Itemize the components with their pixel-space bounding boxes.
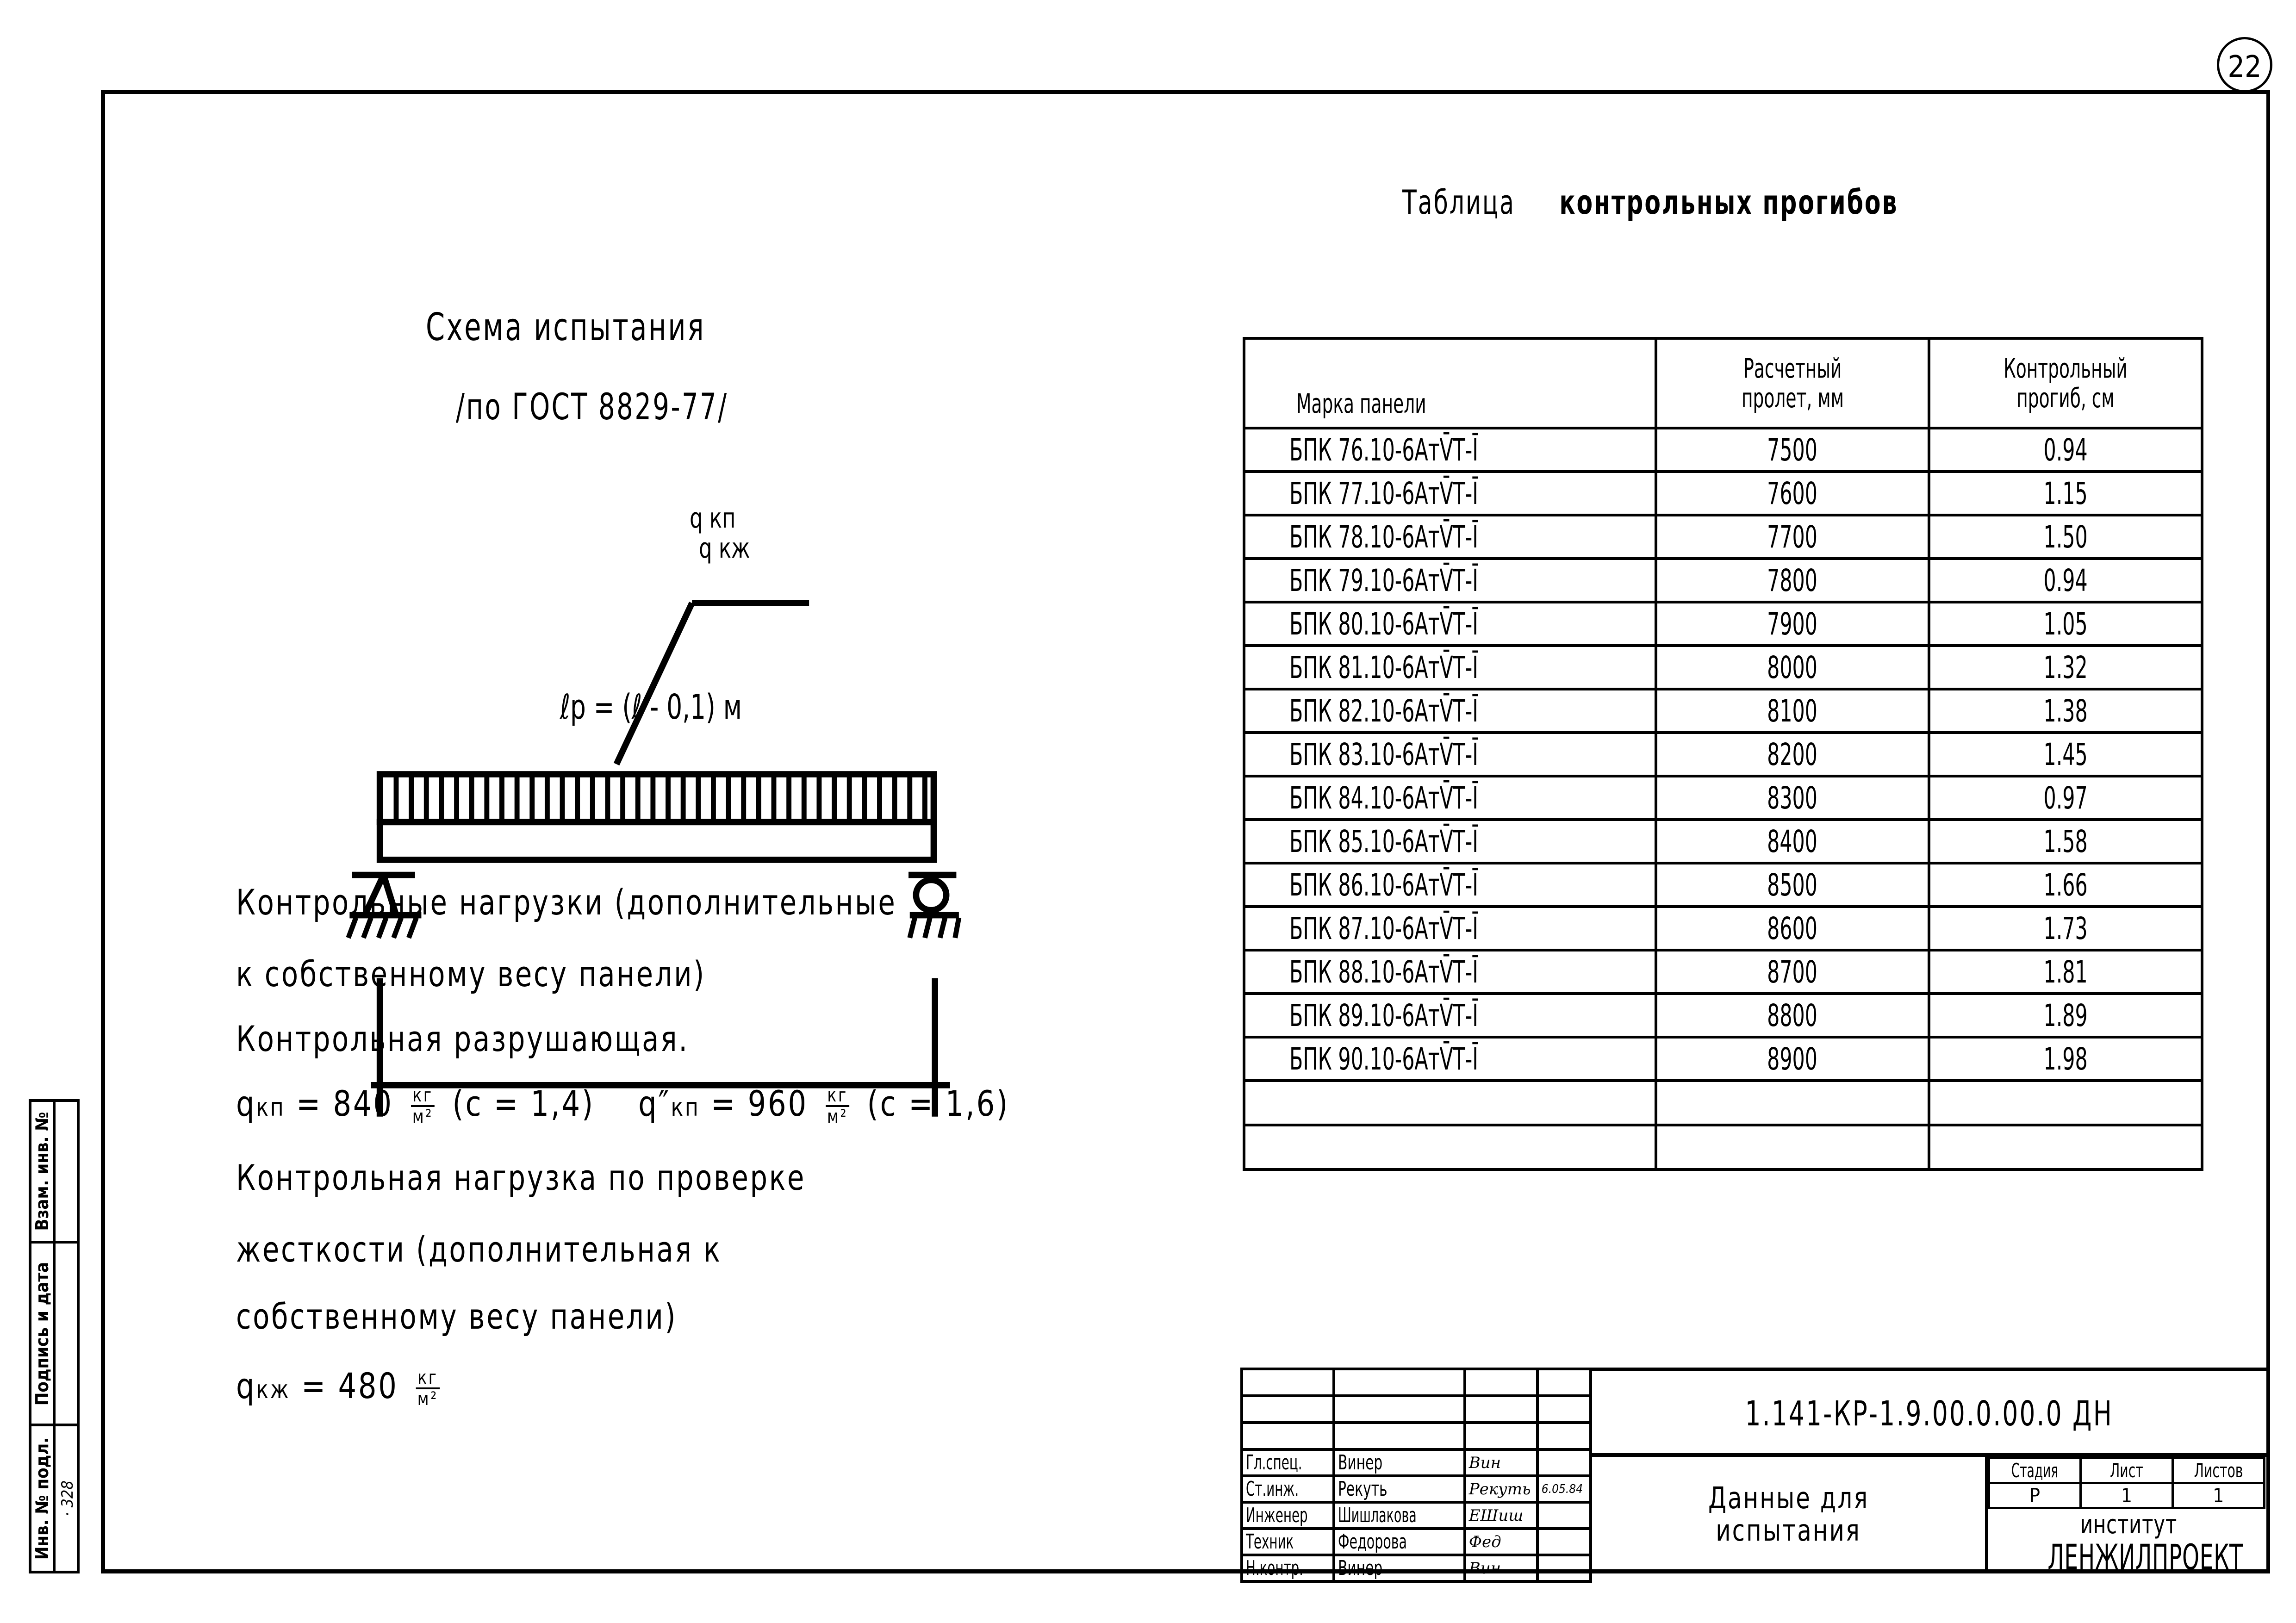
cell-span: 8100 (1656, 689, 1929, 733)
cell-deflection: 1.38 (1929, 689, 2202, 733)
unit-kg-m2: $\frac{кг}{\text{м²}}$ (416, 1368, 440, 1409)
span-label: ℓр = (ℓ - 0,1) м (560, 687, 742, 727)
coef-c1: (c = 1,4) (452, 1083, 595, 1124)
note-control-loads: Контрольные нагрузки (дополнительные (236, 882, 897, 923)
signature-row (1242, 1555, 1591, 1581)
page-number-badge (2217, 37, 2272, 93)
cell-deflection: 1.50 (1929, 515, 2202, 559)
schema-title: Схема испытания (426, 305, 706, 349)
cell-panel-mark: БПК 77.10-6АтV̄Т-Ī (1244, 472, 1656, 515)
cell-span: 8900 (1656, 1037, 1929, 1081)
note-stiffness-own-weight: собственному весу панели) (236, 1296, 678, 1337)
note-own-weight: к собственному весу панели) (236, 953, 706, 995)
cell-span: 7500 (1656, 428, 1929, 472)
date (1537, 1529, 1591, 1555)
role: Ст.инж. (1242, 1476, 1334, 1502)
cell-panel-mark: БПК 89.10-6АтV̄Т-Ī (1244, 994, 1656, 1037)
cell-panel-mark: БПК 85.10-6АтV̄Т-Ī (1244, 820, 1656, 863)
cell-deflection: 1.58 (1929, 820, 2202, 863)
signature-row (1242, 1476, 1591, 1502)
cell-deflection: 1.15 (1929, 472, 2202, 515)
cell-panel-mark: БПК 79.10-6АтV̄Т-Ī (1244, 559, 1656, 602)
cell-panel-mark: БПК 86.10-6АтV̄Т-Ī (1244, 863, 1656, 907)
header-design-span: Расчетный пролет, мм (1656, 338, 1929, 428)
sheets-header: Листов (2172, 1458, 2264, 1483)
cell-deflection: 0.94 (1929, 559, 2202, 602)
header-control-deflection: Контрольный прогиб, см (1929, 338, 2202, 428)
cell-panel-mark: БПК 88.10-6АтV̄Т-Ī (1244, 950, 1656, 994)
load-label-qkp: q кп (690, 502, 736, 535)
document-title: Данные для испытания (1592, 1457, 1988, 1573)
cell-span: 7600 (1656, 472, 1929, 515)
stage-sheet-table (1988, 1457, 2265, 1509)
cell-panel-mark: БПК 90.10-6АтV̄Т-Ī (1244, 1037, 1656, 1081)
cell-span: 8500 (1656, 863, 1929, 907)
cell-span: 8000 (1656, 646, 1929, 689)
name: Рекуть (1334, 1476, 1465, 1502)
date (1537, 1449, 1591, 1476)
cell-panel-mark: БПК 83.10-6АтV̄Т-Ī (1244, 733, 1656, 776)
q-kp-value: = 840 (296, 1083, 393, 1124)
cell-panel-mark: БПК 82.10-6АтV̄Т-Ī (1244, 689, 1656, 733)
cell-deflection: 0.97 (1929, 776, 2202, 820)
cell-deflection: 0.94 (1929, 428, 2202, 472)
title-block-main (1589, 1368, 2270, 1578)
stage-header: Стадия (1989, 1458, 2081, 1483)
note-qkzh-value: qкж = 480 $\frac{кг}{\text{м²}}$ (236, 1365, 493, 1409)
cell-span: 8400 (1656, 820, 1929, 863)
signature-row (1242, 1529, 1591, 1555)
note-destructive: Контрольная разрушающая. (236, 1018, 689, 1059)
table-header-row (1244, 338, 2202, 428)
role: Н.контр. (1242, 1555, 1334, 1581)
cell-panel-mark: БПК 84.10-6АтV̄Т-Ī (1244, 776, 1656, 820)
cell-span: 8300 (1656, 776, 1929, 820)
cell-deflection: 1.89 (1929, 994, 2202, 1037)
q-kzh-value: = 480 (301, 1365, 398, 1406)
coef-c2: (c = 1,6) (867, 1083, 1010, 1124)
cell-span: 8200 (1656, 733, 1929, 776)
signature: ЕШиш (1465, 1502, 1537, 1529)
side-cell-replaced-inv: Взам. инв. № (31, 1102, 77, 1241)
role: Техник (1242, 1529, 1334, 1555)
cell-panel-mark: БПК 76.10-6АтV̄Т-Ī (1244, 428, 1656, 472)
sheets-value: 1 (2172, 1483, 2264, 1508)
page-number: 22 (2228, 50, 2262, 84)
signature: Фед (1465, 1529, 1537, 1555)
side-cell-signature-date: Подпись и дата (31, 1241, 77, 1424)
cell-span: 7700 (1656, 515, 1929, 559)
stage-value: Р (1989, 1483, 2081, 1508)
sheet-header: Лист (2081, 1458, 2172, 1483)
q-kp2-value: = 960 (711, 1083, 808, 1124)
unit-kg-m2: $\frac{кг}{\text{м²}}$ (411, 1086, 435, 1126)
table-title (1402, 183, 2111, 222)
cell-panel-mark: БПК 87.10-6АтV̄Т-Ī (1244, 907, 1656, 950)
sheet-value: 1 (2081, 1483, 2172, 1508)
signature-row (1242, 1502, 1591, 1529)
name: Винер (1334, 1449, 1465, 1476)
note-stiffness-load: Контрольная нагрузка по проверке (236, 1157, 806, 1198)
document-code: 1.141-КР-1.9.00.0.00.0 ДН (1592, 1371, 2266, 1457)
cell-span: 7900 (1656, 602, 1929, 646)
cell-panel-mark: БПК 78.10-6АтV̄Т-Ī (1244, 515, 1656, 559)
cell-deflection: 1.05 (1929, 602, 2202, 646)
cell-deflection: 1.98 (1929, 1037, 2202, 1081)
cell-span: 8700 (1656, 950, 1929, 994)
institute-name: ЛЕНЖИЛПРОЕКТ (2047, 1536, 2243, 1578)
note-load-values: qкп = 840 $\frac{кг}{\text{м²}} (c = 1,4)$ q″кп = 960 $\frac{кг}{\text{м²}} (c = 1,6)$ (236, 1083, 1010, 1127)
load-label-qkzh: q кж (699, 532, 750, 565)
table-row (1244, 428, 2202, 472)
cell-panel-mark: БПК 81.10-6АтV̄Т-Ī (1244, 646, 1656, 689)
date: 6.05.84 (1537, 1476, 1591, 1502)
cell-deflection: 1.32 (1929, 646, 2202, 689)
side-stamp (29, 1099, 80, 1573)
cell-span: 8800 (1656, 994, 1929, 1037)
signature: Вин (1465, 1449, 1537, 1476)
date (1537, 1502, 1591, 1529)
institute-block: институт ЛЕНЖИЛПРОЕКТ (1988, 1505, 2269, 1573)
signature-row (1242, 1449, 1591, 1476)
role: Гл.спец. (1242, 1449, 1334, 1476)
table-title-bold: контрольных прогибов (1559, 183, 1898, 222)
title-block-signatures (1240, 1368, 1592, 1583)
cell-panel-mark: БПК 80.10-6АтV̄Т-Ī (1244, 602, 1656, 646)
cell-deflection: 1.81 (1929, 950, 2202, 994)
table-title-normal: Таблица (1402, 183, 1516, 222)
cell-deflection: 1.66 (1929, 863, 2202, 907)
cell-deflection: 1.73 (1929, 907, 2202, 950)
note-stiffness-additional: жесткости (дополнительная к (236, 1229, 722, 1270)
unit-kg-m2: $\frac{кг}{\text{м²}}$ (826, 1086, 849, 1126)
date (1537, 1555, 1591, 1581)
header-panel-mark: Марка панели (1244, 338, 1656, 428)
side-cell-original-inv: Инв. № подл. · 328 (31, 1424, 77, 1571)
role: Инженер (1242, 1502, 1334, 1529)
name: Винер (1334, 1555, 1465, 1581)
schema-subtitle: /по ГОСТ 8829-77/ (456, 386, 728, 428)
signature: Рекуть (1465, 1476, 1537, 1502)
cell-deflection: 1.45 (1929, 733, 2202, 776)
name: Шишлакова (1334, 1502, 1465, 1529)
name: Федорова (1334, 1529, 1465, 1555)
cell-span: 8600 (1656, 907, 1929, 950)
cell-span: 7800 (1656, 559, 1929, 602)
signature: Вин (1465, 1555, 1537, 1581)
